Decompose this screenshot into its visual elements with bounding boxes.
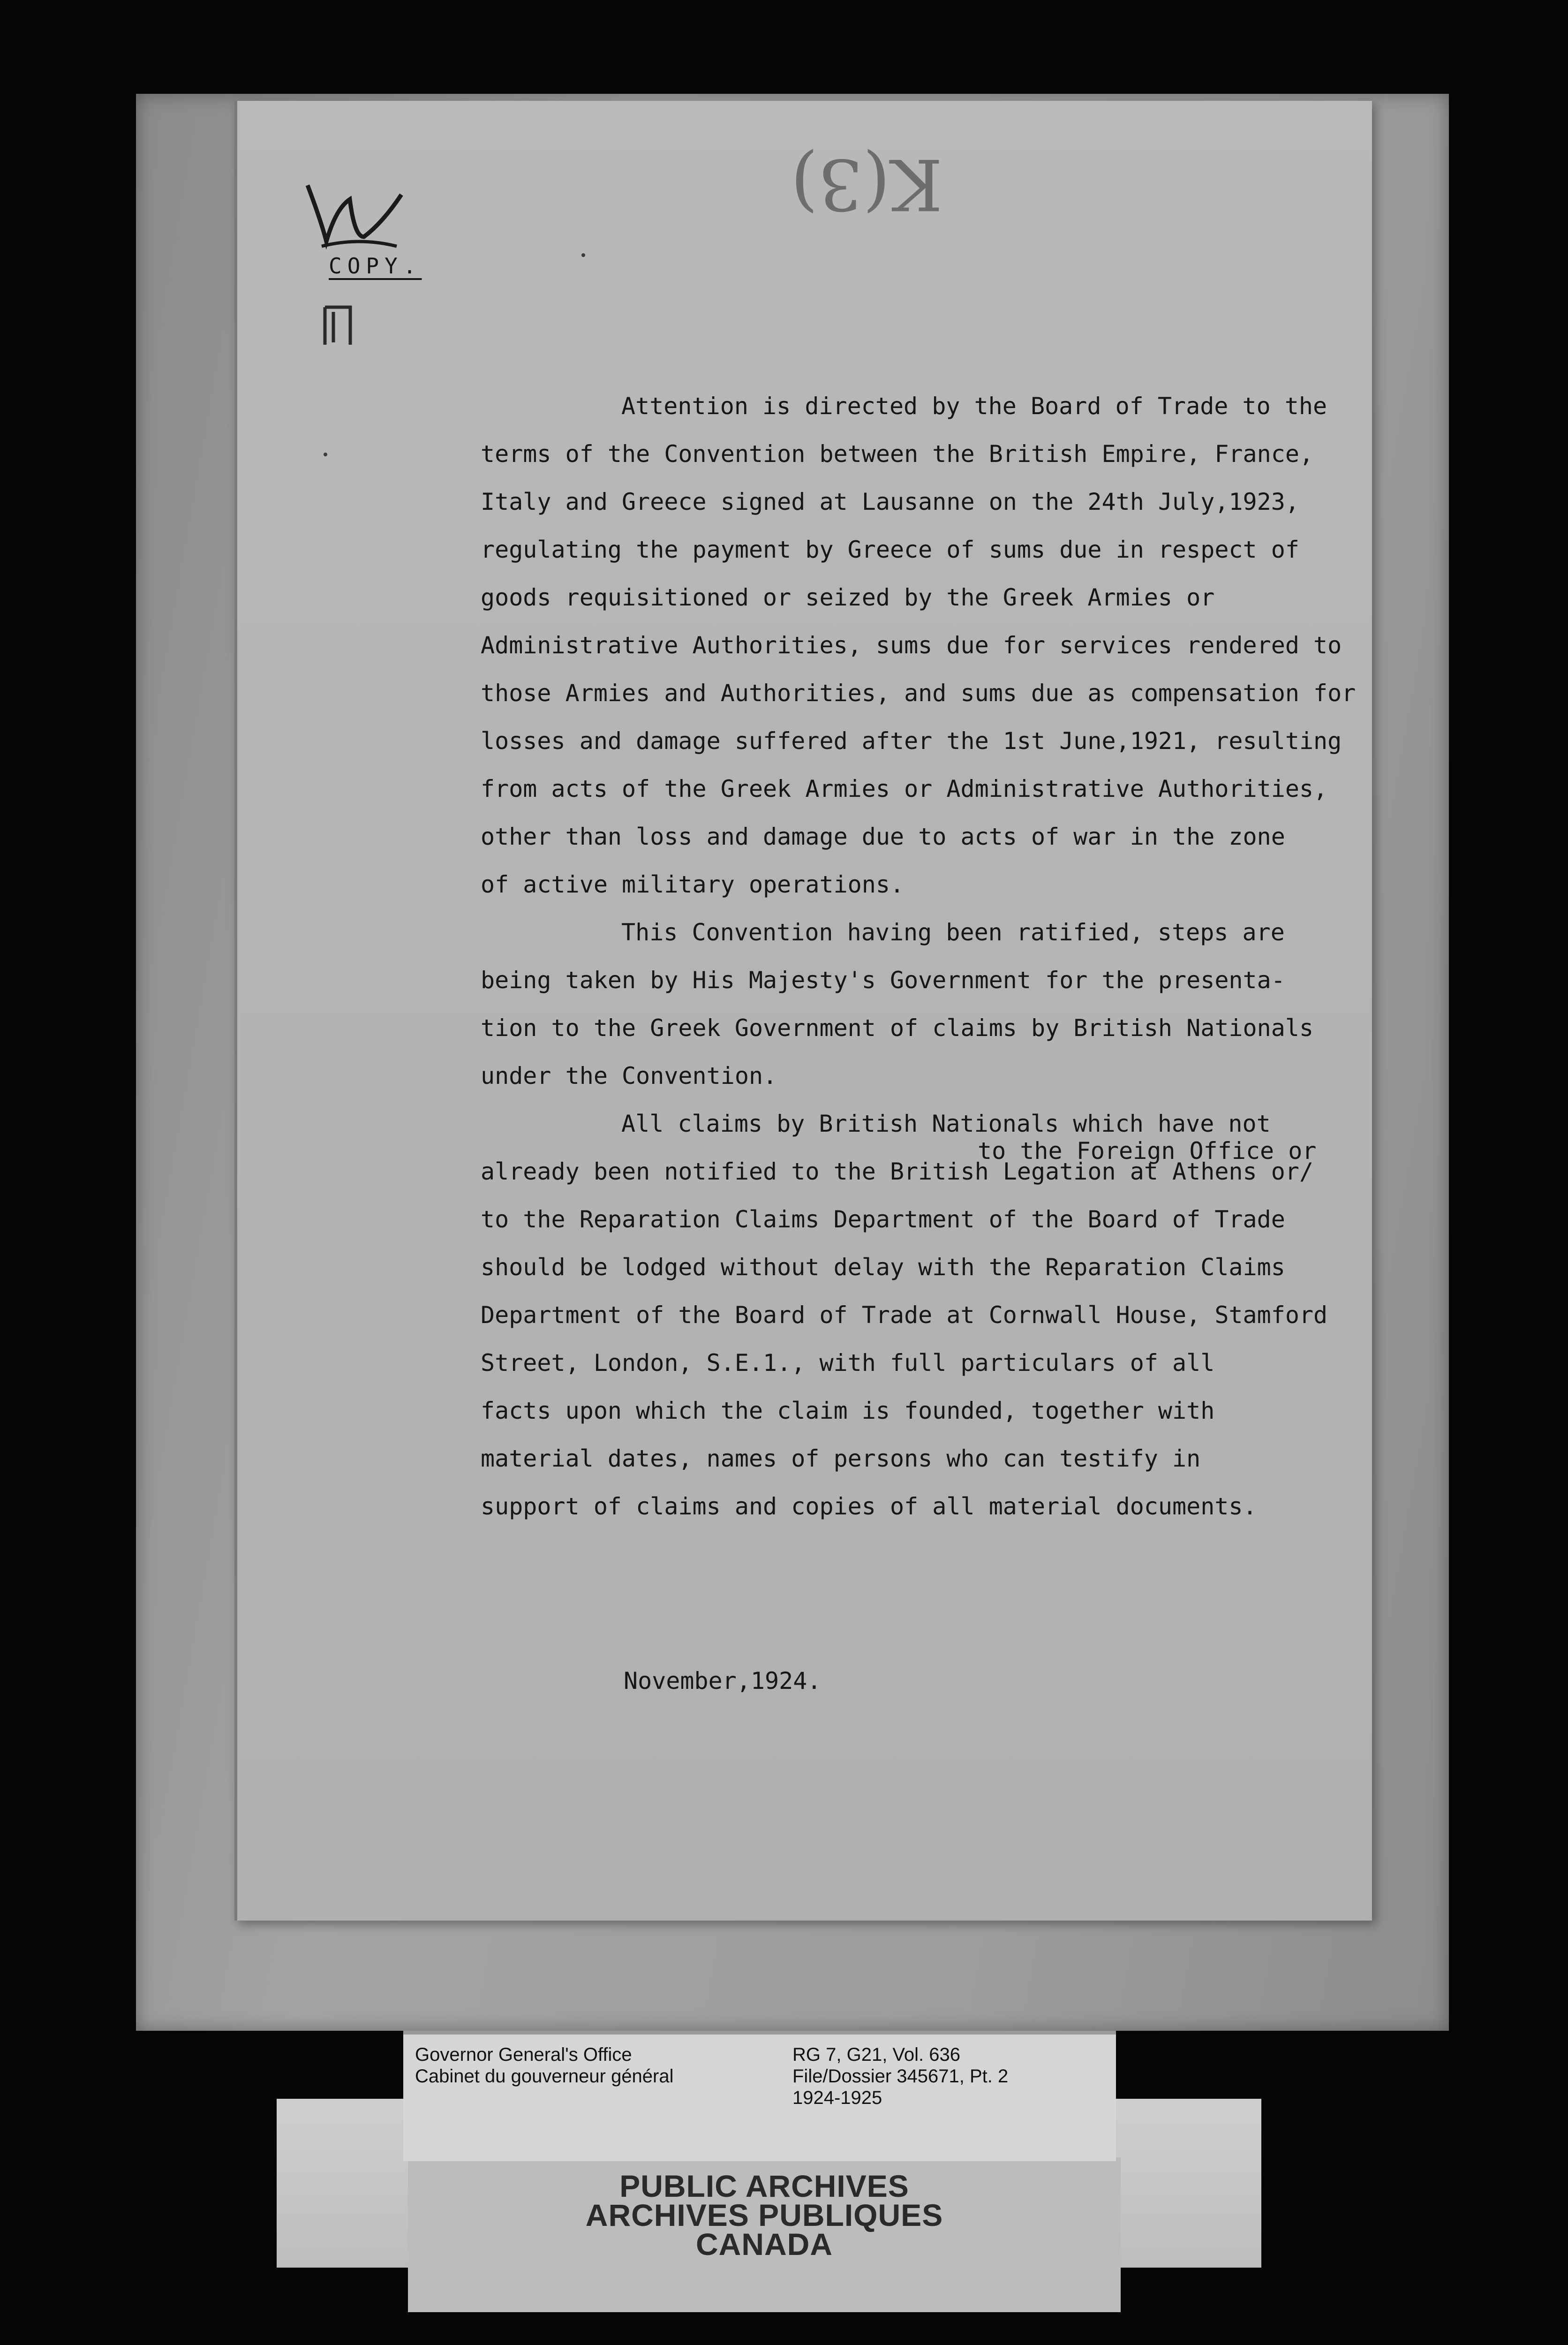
letter-body — [481, 382, 1395, 1530]
paragraph-line: Department of the Board of Trade at Cornwall House, Stamford — [481, 1301, 1328, 1329]
archive-label-card — [403, 2031, 1116, 2161]
paragraph-line: material dates, names of persons who can testify in — [481, 1445, 1201, 1472]
paragraph-line: already been notified to the British Legation at Athens or/ — [481, 1158, 1314, 1185]
paragraph-1 — [481, 382, 1395, 908]
paragraph-line: All claims by British Nationals which have not — [621, 1110, 1271, 1137]
stamp-line: ARCHIVES PUBLIQUES — [585, 2198, 943, 2232]
paragraph-line: tion to the Greek Government of claims by British Nationals — [481, 1014, 1314, 1042]
label-line: Cabinet du gouverneur général — [415, 2066, 674, 2087]
stamp-line: CANADA — [696, 2227, 833, 2262]
paragraph-2 — [481, 908, 1395, 1100]
paragraph-line: This Convention having been ratified, steps are — [621, 919, 1285, 946]
paragraph-line: Italy and Greece signed at Lausanne on the 24th July,1923, — [481, 488, 1299, 515]
handwritten-box-mark — [319, 298, 357, 349]
paragraph-line: goods requisitioned or seized by the Greek Armies or — [481, 584, 1215, 611]
paragraph-line: Street, London, S.E.1., with full particulars of all — [481, 1349, 1215, 1377]
paragraph-line: Attention is directed by the Board of Trade to the — [621, 393, 1327, 420]
paragraph-line: of active military operations. — [481, 871, 905, 898]
paragraph-line: Administrative Authorities, sums due for services rendered to — [481, 632, 1342, 659]
paragraph-line: those Armies and Authorities, and sums due as compensation for — [481, 680, 1356, 707]
paragraph-line: regulating the payment by Greece of sums due in respect of — [481, 536, 1299, 563]
archive-stamp — [408, 2169, 1121, 2262]
stamp-line: PUBLIC ARCHIVES — [619, 2169, 909, 2203]
label-line: 1924-1925 — [792, 2088, 882, 2108]
paragraph-3 — [481, 1100, 1395, 1530]
label-line: File/Dossier 345671, Pt. 2 — [792, 2066, 1009, 2087]
paragraph-line: to the Reparation Claims Department of the Board of Trade — [481, 1206, 1285, 1233]
paragraph-line: should be lodged without delay with the Reparation Claims — [481, 1254, 1285, 1281]
paragraph-line: other than loss and damage due to acts of war in the zone — [481, 823, 1285, 850]
paragraph-line: from acts of the Greek Armies or Administrative Authorities, — [481, 775, 1328, 802]
paper-speck — [581, 253, 585, 257]
label-reference — [792, 2044, 1008, 2109]
copy-label: COPY. — [329, 253, 422, 279]
top-handwritten-annotation: K(3) — [791, 143, 943, 225]
interlinear-insert: to the Foreign Office or — [978, 1137, 1317, 1165]
paragraph-line: being taken by His Majesty's Government for the presenta- — [481, 967, 1285, 994]
label-line: RG 7, G21, Vol. 636 — [792, 2044, 960, 2065]
label-line: Governor General's Office — [415, 2044, 632, 2065]
paragraph-line: terms of the Convention between the British Empire, France, — [481, 440, 1314, 468]
paragraph-line: under the Convention. — [481, 1062, 777, 1089]
letter-date: November,1924. — [624, 1667, 822, 1694]
label-office-names — [415, 2044, 674, 2087]
handwritten-initials-mark — [294, 166, 415, 260]
paragraph-line: facts upon which the claim is founded, together with — [481, 1397, 1215, 1424]
paragraph-line: losses and damage suffered after the 1st June,1921, resulting — [481, 727, 1342, 755]
paper-speck — [324, 453, 327, 456]
paragraph-line: support of claims and copies of all material documents. — [481, 1493, 1257, 1520]
